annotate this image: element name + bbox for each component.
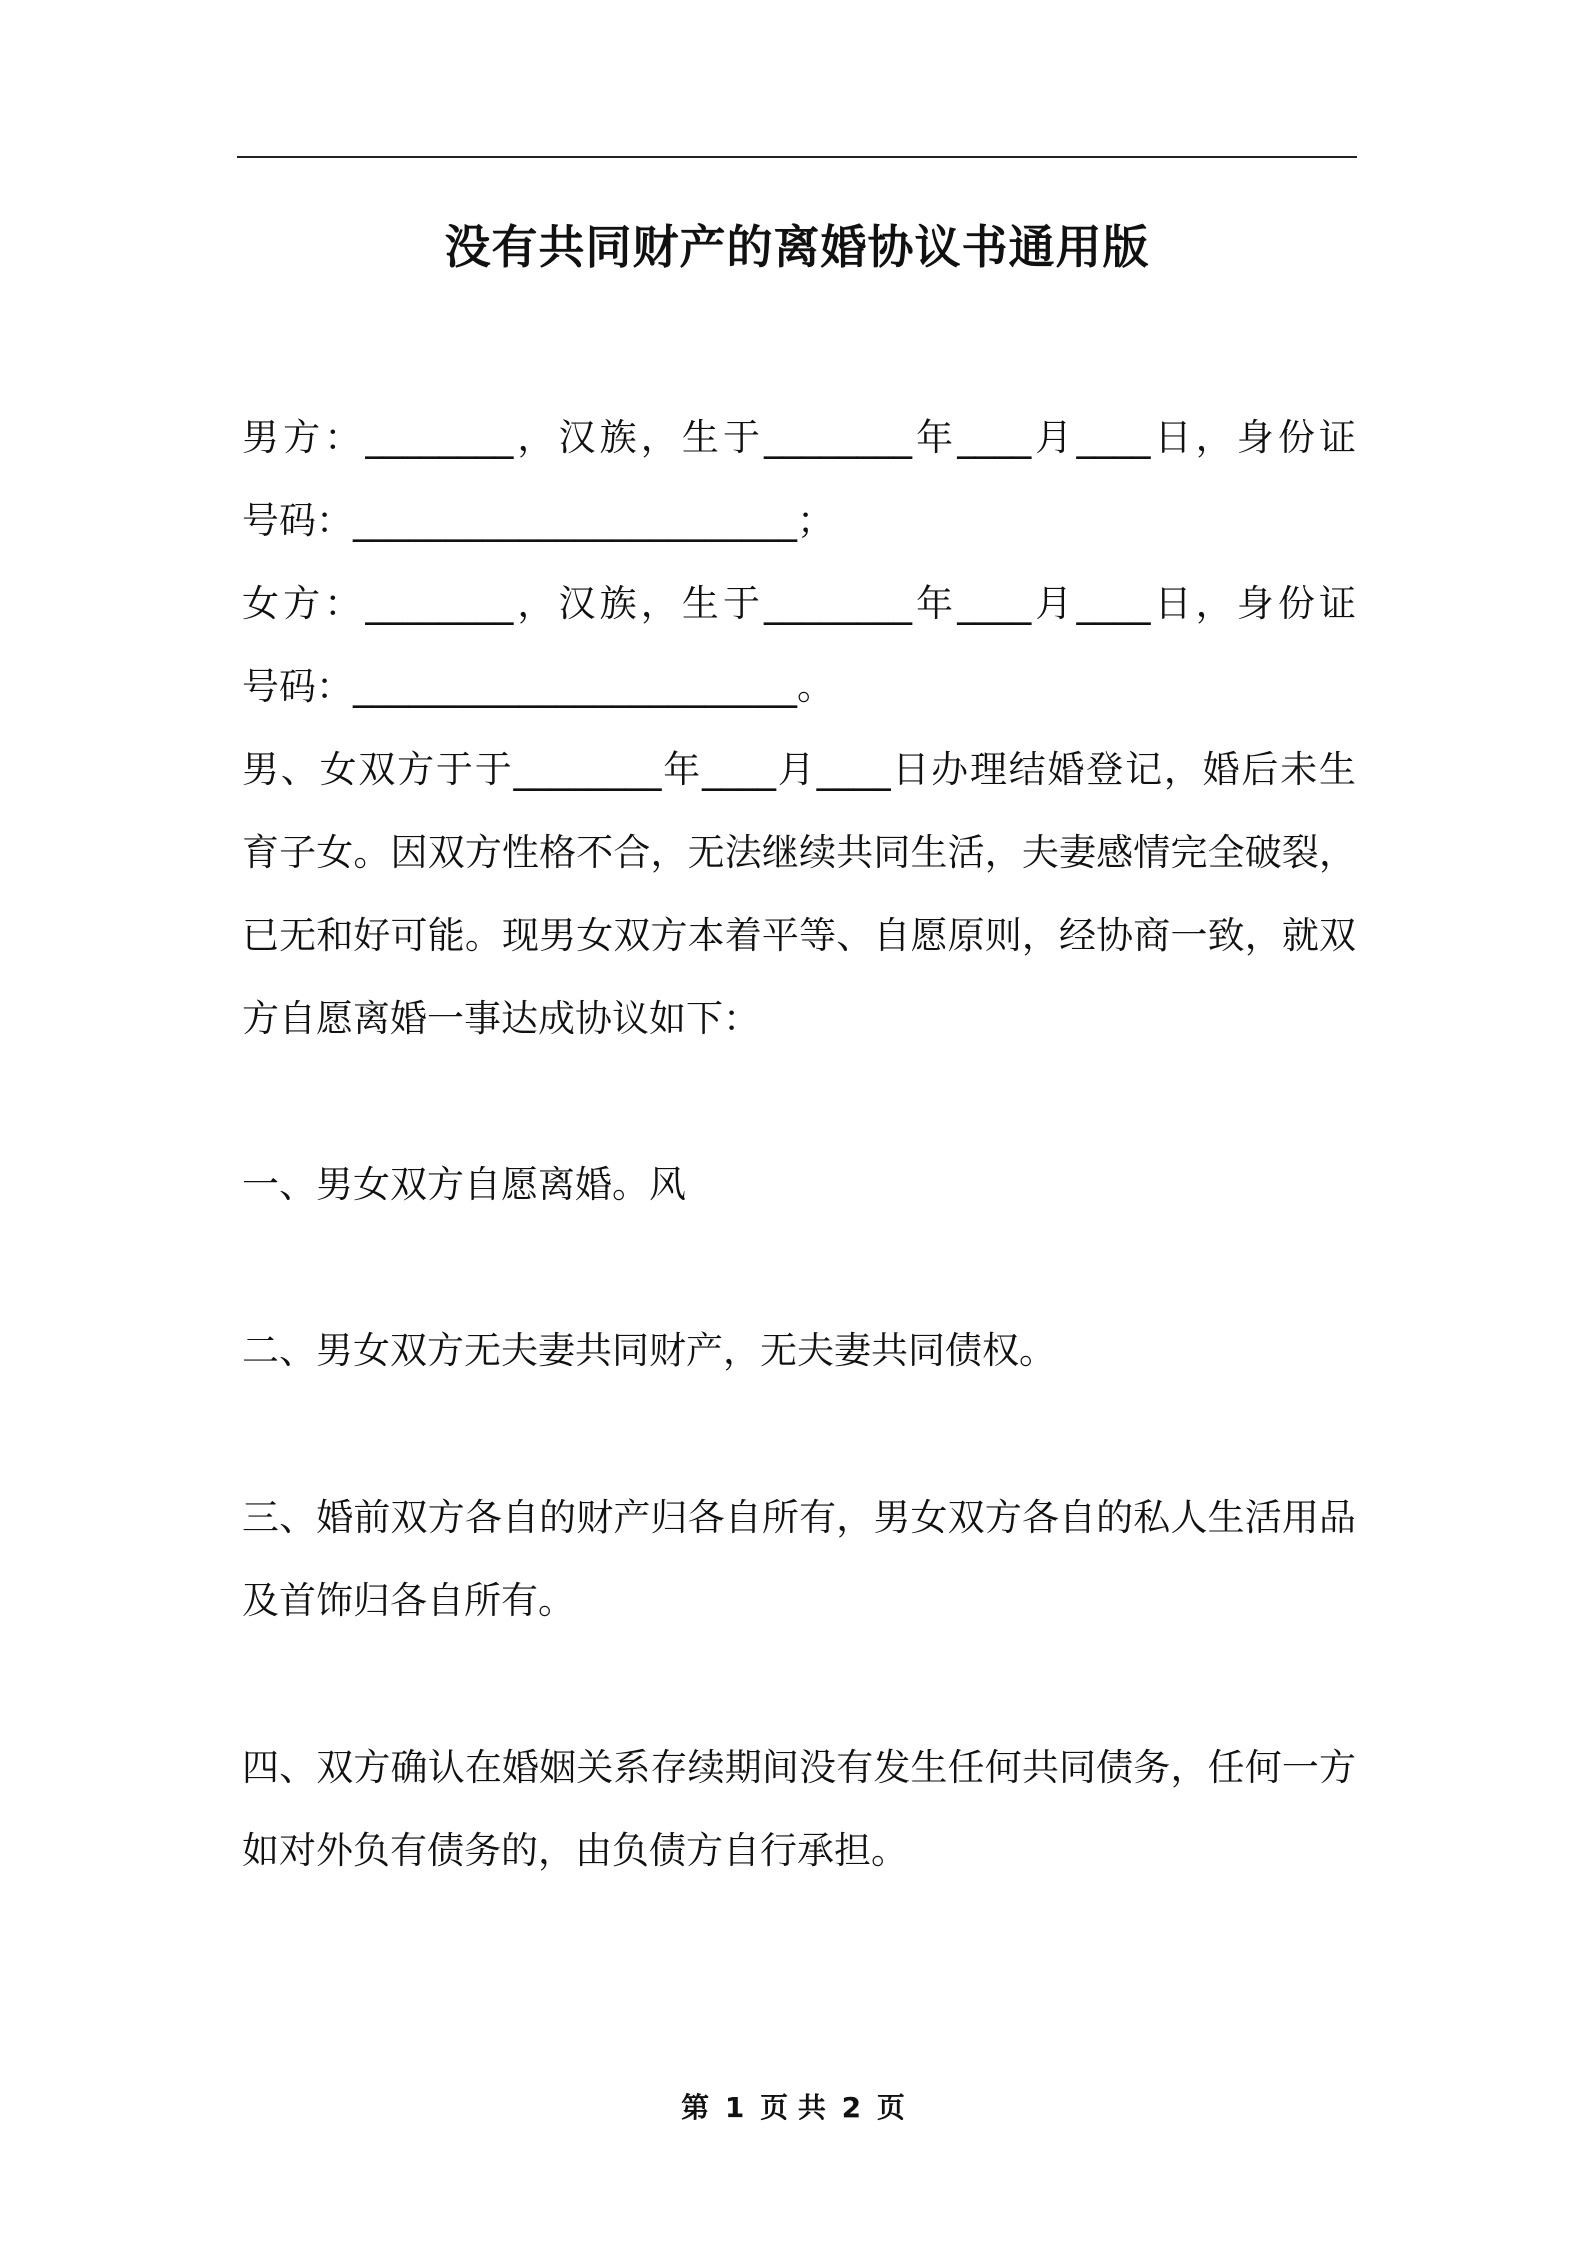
female-info-line-1: 女方：________，汉族，生于________年____月____日，身份证 — [242, 582, 1356, 625]
male-info-line-1: 男方：________，汉族，生于________年____月____日，身份证 — [242, 416, 1356, 459]
footer-middle: 页 共 — [760, 2091, 826, 2124]
intro-paragraph-line-2: 育子女。因双方性格不合，无法继续共同生活，夫妻感情完全破裂， — [242, 831, 1356, 874]
male-info-line-2: 号码：________________________； — [242, 499, 834, 542]
footer-total-pages: 2 — [841, 2091, 862, 2124]
intro-paragraph-line-4: 方自愿离婚一事达成协议如下： — [242, 997, 760, 1040]
document-title: 没有共同财产的离婚协议书通用版 — [444, 220, 1150, 274]
intro-paragraph-line-3: 已无和好可能。现男女双方本着平等、自愿原则，经协商一致，就双 — [242, 914, 1356, 957]
clause-4-line-2: 如对外负有债务的，由负债方自行承担。 — [242, 1829, 908, 1872]
clause-1: 一、男女双方自愿离婚。风 — [242, 1163, 686, 1206]
footer-suffix: 页 — [876, 2091, 905, 2124]
page-footer — [0, 2088, 1586, 2128]
clause-4-line-1: 四、双方确认在婚姻关系存续期间没有发生任何共同债务，任何一方 — [242, 1746, 1356, 1789]
female-info-line-2: 号码：________________________。 — [242, 665, 834, 708]
footer-current-page: 1 — [724, 2091, 745, 2124]
footer-prefix: 第 — [681, 2091, 710, 2124]
clause-3-line-2: 及首饰归各自所有。 — [242, 1579, 575, 1622]
intro-paragraph-line-1: 男、女双方于于________年____月____日办理结婚登记，婚后未生 — [242, 748, 1356, 791]
header-rule — [237, 156, 1357, 158]
clause-2: 二、男女双方无夫妻共同财产，无夫妻共同债权。 — [242, 1329, 1056, 1372]
clause-3-line-1: 三、婚前双方各自的财产归各自所有，男女双方各自的私人生活用品 — [242, 1496, 1356, 1539]
